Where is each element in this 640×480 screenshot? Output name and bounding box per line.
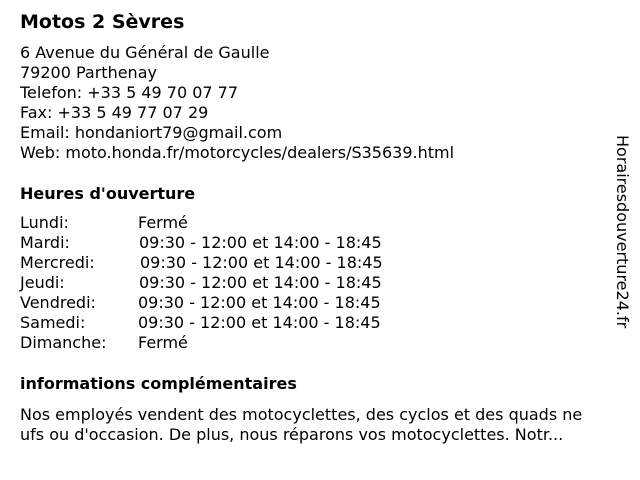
email-address: Email: hondaniort79@gmail.com xyxy=(20,123,283,142)
phone-number: Telefon: +33 5 49 70 07 77 xyxy=(20,83,239,102)
time-value: 09:30 - 12:00 et 14:00 - 18:45 xyxy=(138,313,381,332)
time-value: 09:30 - 12:00 et 14:00 - 18:45 xyxy=(138,293,381,312)
hours-row-friday xyxy=(20,293,440,313)
hours-row-tuesday xyxy=(20,233,440,253)
hours-row-wednesday xyxy=(20,253,440,273)
day-label: Mardi: xyxy=(20,233,70,252)
description-line-2: ufs ou d'occasion. De plus, nous réparons vos motocyclettes. Notr... xyxy=(20,425,564,444)
website-url: Web: moto.honda.fr/motorcycles/dealers/S35639.html xyxy=(20,143,455,162)
watermark: Horairesdouverture24.fr xyxy=(613,135,632,329)
day-label: Dimanche: xyxy=(20,333,107,352)
info-heading: informations complémentaires xyxy=(20,374,297,393)
time-value: Fermé xyxy=(138,333,188,352)
day-label: Vendredi: xyxy=(20,293,96,312)
hours-row-saturday xyxy=(20,313,440,333)
description-line-1: Nos employés vendent des motocyclettes, des cyclos et des quads ne xyxy=(20,405,583,424)
hours-row-sunday xyxy=(20,333,440,353)
day-label: Jeudi: xyxy=(20,273,65,292)
business-card xyxy=(20,0,620,480)
info-description xyxy=(20,405,630,445)
fax-number: Fax: +33 5 49 77 07 29 xyxy=(20,103,209,122)
day-label: Lundi: xyxy=(20,213,69,232)
day-label: Mercredi: xyxy=(20,253,95,272)
time-value: 09:30 - 12:00 et 14:00 - 18:45 xyxy=(139,273,382,292)
contact-block xyxy=(20,43,454,163)
hours-row-monday xyxy=(20,213,440,233)
hours-row-thursday xyxy=(20,273,440,293)
day-label: Samedi: xyxy=(20,313,86,332)
time-value: 09:30 - 12:00 et 14:00 - 18:45 xyxy=(139,233,382,252)
hours-heading: Heures d'ouverture xyxy=(20,184,196,203)
time-value: 09:30 - 12:00 et 14:00 - 18:45 xyxy=(140,253,383,272)
city-address: 79200 Parthenay xyxy=(20,63,157,82)
street-address: 6 Avenue du Général de Gaulle xyxy=(20,43,270,62)
time-value: Fermé xyxy=(138,213,188,232)
business-name: Motos 2 Sèvres xyxy=(20,11,185,33)
opening-hours-list xyxy=(20,213,440,353)
